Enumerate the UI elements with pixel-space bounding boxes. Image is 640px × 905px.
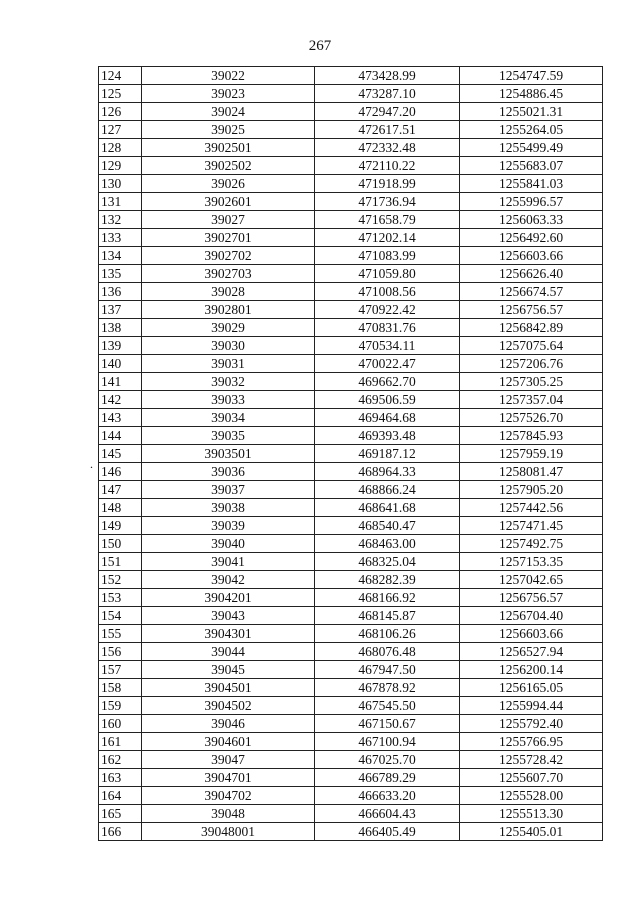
table-row: [99, 805, 603, 823]
x-coordinate-cell: 471918.99: [315, 175, 460, 193]
y-coordinate-cell: 1254886.45: [460, 85, 603, 103]
x-coordinate-cell: 470831.76: [315, 319, 460, 337]
point-id-cell: 39042: [142, 571, 315, 589]
point-id-cell: 39044: [142, 643, 315, 661]
table-row: [99, 715, 603, 733]
table-row: [99, 625, 603, 643]
point-id-cell: 3904201: [142, 589, 315, 607]
page-number: 267: [308, 38, 332, 54]
x-coordinate-cell: 468463.00: [315, 535, 460, 553]
row-number-cell: 149: [99, 517, 142, 535]
row-number-cell: 145: [99, 445, 142, 463]
x-coordinate-cell: 473428.99: [315, 67, 460, 85]
row-number-cell: 142: [99, 391, 142, 409]
point-id-cell: 39027: [142, 211, 315, 229]
y-coordinate-cell: 1256704.40: [460, 607, 603, 625]
table-row: [99, 319, 603, 337]
y-coordinate-cell: 1255841.03: [460, 175, 603, 193]
point-id-cell: 3902702: [142, 247, 315, 265]
point-id-cell: 3904701: [142, 769, 315, 787]
x-coordinate-cell: 469393.48: [315, 427, 460, 445]
y-coordinate-cell: 1256200.14: [460, 661, 603, 679]
y-coordinate-cell: 1257471.45: [460, 517, 603, 535]
y-coordinate-cell: 1257526.70: [460, 409, 603, 427]
x-coordinate-cell: 471008.56: [315, 283, 460, 301]
point-id-cell: 3902501: [142, 139, 315, 157]
table-row: [99, 571, 603, 589]
point-id-cell: 39035: [142, 427, 315, 445]
row-number-cell: 158: [99, 679, 142, 697]
row-number-cell: 124: [99, 67, 142, 85]
row-number-cell: 151: [99, 553, 142, 571]
table-row: [99, 517, 603, 535]
x-coordinate-cell: 472617.51: [315, 121, 460, 139]
x-coordinate-cell: 473287.10: [315, 85, 460, 103]
point-id-cell: 39031: [142, 355, 315, 373]
x-coordinate-cell: 467545.50: [315, 697, 460, 715]
margin-mark: .: [90, 457, 93, 471]
y-coordinate-cell: 1256603.66: [460, 625, 603, 643]
x-coordinate-cell: 468166.92: [315, 589, 460, 607]
row-number-cell: 133: [99, 229, 142, 247]
y-coordinate-cell: 1257357.04: [460, 391, 603, 409]
x-coordinate-cell: 469506.59: [315, 391, 460, 409]
row-number-cell: 146: [99, 463, 142, 481]
table-row: [99, 175, 603, 193]
row-number-cell: 162: [99, 751, 142, 769]
table-row: [99, 445, 603, 463]
table-row: [99, 121, 603, 139]
y-coordinate-cell: 1256063.33: [460, 211, 603, 229]
x-coordinate-cell: 471658.79: [315, 211, 460, 229]
table-row: [99, 337, 603, 355]
y-coordinate-cell: 1256756.57: [460, 589, 603, 607]
table-row: [99, 679, 603, 697]
y-coordinate-cell: 1255792.40: [460, 715, 603, 733]
point-id-cell: 39048: [142, 805, 315, 823]
table-row: [99, 607, 603, 625]
y-coordinate-cell: 1255994.44: [460, 697, 603, 715]
y-coordinate-cell: 1257075.64: [460, 337, 603, 355]
x-coordinate-cell: 471059.80: [315, 265, 460, 283]
table-row: [99, 85, 603, 103]
point-id-cell: 3902502: [142, 157, 315, 175]
x-coordinate-cell: 471083.99: [315, 247, 460, 265]
point-id-cell: 39028: [142, 283, 315, 301]
point-id-cell: 39048001: [142, 823, 315, 841]
table-row: [99, 733, 603, 751]
y-coordinate-cell: 1256674.57: [460, 283, 603, 301]
x-coordinate-cell: 468106.26: [315, 625, 460, 643]
x-coordinate-cell: 467150.67: [315, 715, 460, 733]
point-id-cell: 39033: [142, 391, 315, 409]
row-number-cell: 140: [99, 355, 142, 373]
table-row: [99, 643, 603, 661]
y-coordinate-cell: 1255766.95: [460, 733, 603, 751]
row-number-cell: 144: [99, 427, 142, 445]
y-coordinate-cell: 1255528.00: [460, 787, 603, 805]
x-coordinate-cell: 468076.48: [315, 643, 460, 661]
table-row: [99, 391, 603, 409]
point-id-cell: 3904501: [142, 679, 315, 697]
table-row: [99, 427, 603, 445]
point-id-cell: 39034: [142, 409, 315, 427]
y-coordinate-cell: 1256603.66: [460, 247, 603, 265]
table-row: [99, 355, 603, 373]
table-row: [99, 283, 603, 301]
table-row: [99, 67, 603, 85]
x-coordinate-cell: 466405.49: [315, 823, 460, 841]
point-id-cell: 3903501: [142, 445, 315, 463]
x-coordinate-cell: 472110.22: [315, 157, 460, 175]
row-number-cell: 157: [99, 661, 142, 679]
y-coordinate-cell: 1255405.01: [460, 823, 603, 841]
row-number-cell: 130: [99, 175, 142, 193]
x-coordinate-cell: 472947.20: [315, 103, 460, 121]
table-row: [99, 787, 603, 805]
row-number-cell: 166: [99, 823, 142, 841]
row-number-cell: 159: [99, 697, 142, 715]
table-row: [99, 139, 603, 157]
table-row: [99, 661, 603, 679]
row-number-cell: 127: [99, 121, 142, 139]
table-row: [99, 697, 603, 715]
row-number-cell: 131: [99, 193, 142, 211]
point-id-cell: 39036: [142, 463, 315, 481]
x-coordinate-cell: 468641.68: [315, 499, 460, 517]
y-coordinate-cell: 1257042.65: [460, 571, 603, 589]
y-coordinate-cell: 1258081.47: [460, 463, 603, 481]
row-number-cell: 147: [99, 481, 142, 499]
x-coordinate-cell: 468540.47: [315, 517, 460, 535]
row-number-cell: 134: [99, 247, 142, 265]
row-number-cell: 161: [99, 733, 142, 751]
x-coordinate-cell: 466789.29: [315, 769, 460, 787]
y-coordinate-cell: 1256626.40: [460, 265, 603, 283]
point-id-cell: 39043: [142, 607, 315, 625]
y-coordinate-cell: 1256492.60: [460, 229, 603, 247]
row-number-cell: 155: [99, 625, 142, 643]
row-number-cell: 156: [99, 643, 142, 661]
point-id-cell: 39026: [142, 175, 315, 193]
y-coordinate-cell: 1255683.07: [460, 157, 603, 175]
y-coordinate-cell: 1255021.31: [460, 103, 603, 121]
y-coordinate-cell: 1255607.70: [460, 769, 603, 787]
y-coordinate-cell: 1254747.59: [460, 67, 603, 85]
point-id-cell: 39029: [142, 319, 315, 337]
x-coordinate-cell: 467878.92: [315, 679, 460, 697]
x-coordinate-cell: 467947.50: [315, 661, 460, 679]
point-id-cell: 39024: [142, 103, 315, 121]
y-coordinate-cell: 1255499.49: [460, 139, 603, 157]
row-number-cell: 139: [99, 337, 142, 355]
x-coordinate-cell: 472332.48: [315, 139, 460, 157]
coordinates-table: [98, 66, 603, 841]
table-row: [99, 769, 603, 787]
row-number-cell: 153: [99, 589, 142, 607]
x-coordinate-cell: 471202.14: [315, 229, 460, 247]
row-number-cell: 141: [99, 373, 142, 391]
row-number-cell: 136: [99, 283, 142, 301]
point-id-cell: 3902701: [142, 229, 315, 247]
point-id-cell: 39047: [142, 751, 315, 769]
row-number-cell: 129: [99, 157, 142, 175]
row-number-cell: 125: [99, 85, 142, 103]
x-coordinate-cell: 470922.42: [315, 301, 460, 319]
table-row: [99, 229, 603, 247]
point-id-cell: 3904502: [142, 697, 315, 715]
coordinates-table-body: [99, 67, 603, 841]
x-coordinate-cell: 468964.33: [315, 463, 460, 481]
y-coordinate-cell: 1257492.75: [460, 535, 603, 553]
y-coordinate-cell: 1255264.05: [460, 121, 603, 139]
row-number-cell: 148: [99, 499, 142, 517]
table-row: [99, 193, 603, 211]
x-coordinate-cell: 466633.20: [315, 787, 460, 805]
point-id-cell: 3902801: [142, 301, 315, 319]
x-coordinate-cell: 471736.94: [315, 193, 460, 211]
table-row: [99, 265, 603, 283]
point-id-cell: 39040: [142, 535, 315, 553]
y-coordinate-cell: 1256756.57: [460, 301, 603, 319]
table-row: [99, 301, 603, 319]
row-number-cell: 128: [99, 139, 142, 157]
table-row: [99, 823, 603, 841]
row-number-cell: 143: [99, 409, 142, 427]
row-number-cell: 164: [99, 787, 142, 805]
y-coordinate-cell: 1255728.42: [460, 751, 603, 769]
point-id-cell: 3904301: [142, 625, 315, 643]
point-id-cell: 39030: [142, 337, 315, 355]
y-coordinate-cell: 1257153.35: [460, 553, 603, 571]
table-row: [99, 553, 603, 571]
table-row: [99, 589, 603, 607]
row-number-cell: 137: [99, 301, 142, 319]
row-number-cell: 163: [99, 769, 142, 787]
point-id-cell: 3904601: [142, 733, 315, 751]
point-id-cell: 3902703: [142, 265, 315, 283]
point-id-cell: 39041: [142, 553, 315, 571]
row-number-cell: 154: [99, 607, 142, 625]
table-row: [99, 499, 603, 517]
y-coordinate-cell: 1257442.56: [460, 499, 603, 517]
x-coordinate-cell: 468866.24: [315, 481, 460, 499]
x-coordinate-cell: 469187.12: [315, 445, 460, 463]
point-id-cell: 3902601: [142, 193, 315, 211]
table-row: [99, 103, 603, 121]
x-coordinate-cell: 468145.87: [315, 607, 460, 625]
x-coordinate-cell: 469464.68: [315, 409, 460, 427]
y-coordinate-cell: 1256842.89: [460, 319, 603, 337]
row-number-cell: 126: [99, 103, 142, 121]
row-number-cell: 152: [99, 571, 142, 589]
row-number-cell: 150: [99, 535, 142, 553]
point-id-cell: 3904702: [142, 787, 315, 805]
table-row: [99, 535, 603, 553]
point-id-cell: 39025: [142, 121, 315, 139]
row-number-cell: 132: [99, 211, 142, 229]
point-id-cell: 39039: [142, 517, 315, 535]
point-id-cell: 39038: [142, 499, 315, 517]
y-coordinate-cell: 1257305.25: [460, 373, 603, 391]
point-id-cell: 39045: [142, 661, 315, 679]
table-row: [99, 409, 603, 427]
row-number-cell: 165: [99, 805, 142, 823]
table-row: [99, 157, 603, 175]
x-coordinate-cell: 467025.70: [315, 751, 460, 769]
point-id-cell: 39022: [142, 67, 315, 85]
y-coordinate-cell: 1256165.05: [460, 679, 603, 697]
y-coordinate-cell: 1257206.76: [460, 355, 603, 373]
point-id-cell: 39023: [142, 85, 315, 103]
row-number-cell: 135: [99, 265, 142, 283]
x-coordinate-cell: 468325.04: [315, 553, 460, 571]
x-coordinate-cell: 469662.70: [315, 373, 460, 391]
table-row: [99, 247, 603, 265]
row-number-cell: 138: [99, 319, 142, 337]
x-coordinate-cell: 466604.43: [315, 805, 460, 823]
x-coordinate-cell: 467100.94: [315, 733, 460, 751]
y-coordinate-cell: 1257845.93: [460, 427, 603, 445]
x-coordinate-cell: 468282.39: [315, 571, 460, 589]
table-row: [99, 481, 603, 499]
point-id-cell: 39032: [142, 373, 315, 391]
row-number-cell: 160: [99, 715, 142, 733]
y-coordinate-cell: 1256527.94: [460, 643, 603, 661]
table-row: [99, 211, 603, 229]
x-coordinate-cell: 470534.11: [315, 337, 460, 355]
y-coordinate-cell: 1257959.19: [460, 445, 603, 463]
y-coordinate-cell: 1255996.57: [460, 193, 603, 211]
x-coordinate-cell: 470022.47: [315, 355, 460, 373]
point-id-cell: 39046: [142, 715, 315, 733]
table-row: [99, 751, 603, 769]
y-coordinate-cell: 1255513.30: [460, 805, 603, 823]
y-coordinate-cell: 1257905.20: [460, 481, 603, 499]
table-row: [99, 463, 603, 481]
point-id-cell: 39037: [142, 481, 315, 499]
table-row: [99, 373, 603, 391]
